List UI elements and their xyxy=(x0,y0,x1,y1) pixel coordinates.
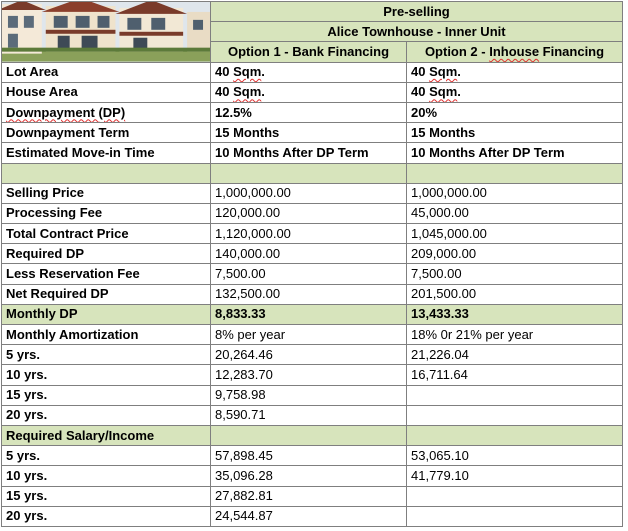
row-label: Estimated Move-in Time xyxy=(2,143,211,163)
option1-value: 35,096.28 xyxy=(211,466,407,486)
table-row xyxy=(2,325,623,345)
option2-value xyxy=(407,163,623,183)
sqm-text: Sqm xyxy=(429,84,458,100)
option2-value: 18% 0r 21% per year xyxy=(407,325,623,345)
table-row xyxy=(2,486,623,506)
option1-value: 12,283.70 xyxy=(211,365,407,385)
table-row xyxy=(2,425,623,445)
option2-value: 13,433.33 xyxy=(407,304,623,324)
option2-value: 7,500.00 xyxy=(407,264,623,284)
option1-value: 8,590.71 xyxy=(211,405,407,425)
option1-value: 8,833.33 xyxy=(211,304,407,324)
row-label: 5 yrs. xyxy=(2,345,211,365)
table-row xyxy=(2,62,623,82)
option2-value xyxy=(407,506,623,526)
option1-value: 57,898.45 xyxy=(211,446,407,466)
option2-value xyxy=(407,405,623,425)
table-row xyxy=(2,123,623,143)
option1-value: 15 Months xyxy=(211,123,407,143)
option1-value: 12.5% xyxy=(211,102,407,122)
option1-value: 140,000.00 xyxy=(211,244,407,264)
table-row xyxy=(2,405,623,425)
table-row xyxy=(2,143,623,163)
option2-value: 209,000.00 xyxy=(407,244,623,264)
townhouse-photo-icon xyxy=(2,2,210,62)
table-row xyxy=(2,203,623,223)
row-label: Less Reservation Fee xyxy=(2,264,211,284)
subtitle-cell: Alice Townhouse - Inner Unit xyxy=(211,22,623,42)
table-row xyxy=(2,446,623,466)
option1-value: 10 Months After DP Term xyxy=(211,143,407,163)
row-label: House Area xyxy=(2,82,211,102)
row-label: Selling Price xyxy=(2,183,211,203)
row-label: 20 yrs. xyxy=(2,405,211,425)
option2-value: 16,711.64 xyxy=(407,365,623,385)
option2-header xyxy=(407,42,623,62)
row-label xyxy=(2,163,211,183)
row-label: Lot Area xyxy=(2,62,211,82)
option2-value: 40 Sqm. xyxy=(407,82,623,102)
pricing-sheet xyxy=(1,1,622,530)
option1-value: 132,500.00 xyxy=(211,284,407,304)
table-row xyxy=(2,466,623,486)
sqm-text: Sqm xyxy=(233,84,262,100)
table-row xyxy=(2,183,623,203)
title-cell: Pre-selling xyxy=(211,2,623,22)
row-label: 15 yrs. xyxy=(2,486,211,506)
row-label: Monthly Amortization xyxy=(2,325,211,345)
row-label: Required Salary/Income xyxy=(2,425,211,445)
row-label: Net Required DP xyxy=(2,284,211,304)
option1-value: 20,264.46 xyxy=(211,345,407,365)
option2-value: 1,045,000.00 xyxy=(407,224,623,244)
table-row xyxy=(2,82,623,102)
option1-value: 120,000.00 xyxy=(211,203,407,223)
option2-value xyxy=(407,425,623,445)
row-label: Downpayment Term xyxy=(2,123,211,143)
table-row xyxy=(2,506,623,526)
option1-value: 1,000,000.00 xyxy=(211,183,407,203)
table-row xyxy=(2,102,623,122)
table-body xyxy=(2,62,623,526)
row-label: 15 yrs. xyxy=(2,385,211,405)
option1-value xyxy=(211,163,407,183)
option2-value: 21,226.04 xyxy=(407,345,623,365)
option2-value xyxy=(407,486,623,506)
option2-value: 45,000.00 xyxy=(407,203,623,223)
option1-value xyxy=(211,425,407,445)
row-label: Required DP xyxy=(2,244,211,264)
row-label: Downpayment (DP) xyxy=(2,102,211,122)
townhouse-photo xyxy=(2,2,211,63)
option2-value: 10 Months After DP Term xyxy=(407,143,623,163)
sqm-text: Sqm xyxy=(429,64,458,80)
row-label: 10 yrs. xyxy=(2,365,211,385)
table-row xyxy=(2,244,623,264)
table-row xyxy=(2,304,623,324)
option2-value: 1,000,000.00 xyxy=(407,183,623,203)
option1-value: 40 Sqm. xyxy=(211,82,407,102)
option2-value: 20% xyxy=(407,102,623,122)
pricing-table xyxy=(1,1,623,527)
table-row xyxy=(2,264,623,284)
option1-header: Option 1 - Bank Financing xyxy=(211,42,407,62)
table-row xyxy=(2,345,623,365)
table-row xyxy=(2,284,623,304)
option2-header-text: Option 2 - Inhouse Financing xyxy=(424,43,605,59)
sqm-text: Sqm xyxy=(233,64,262,80)
row-label: Total Contract Price xyxy=(2,224,211,244)
option2-value: 201,500.00 xyxy=(407,284,623,304)
row-label: 5 yrs. xyxy=(2,446,211,466)
option2-value xyxy=(407,385,623,405)
row-label: 10 yrs. xyxy=(2,466,211,486)
option2-value: 53,065.10 xyxy=(407,446,623,466)
option1-value: 24,544.87 xyxy=(211,506,407,526)
table-row xyxy=(2,163,623,183)
option1-value: 1,120,000.00 xyxy=(211,224,407,244)
option1-value: 8% per year xyxy=(211,325,407,345)
row-label: Monthly DP xyxy=(2,304,211,324)
option2-value: 40 Sqm. xyxy=(407,62,623,82)
option2-value: 41,779.10 xyxy=(407,466,623,486)
option1-value: 7,500.00 xyxy=(211,264,407,284)
option1-value: 9,758.98 xyxy=(211,385,407,405)
table-row xyxy=(2,385,623,405)
option2-value: 15 Months xyxy=(407,123,623,143)
table-row xyxy=(2,365,623,385)
table-row xyxy=(2,224,623,244)
row-label: 20 yrs. xyxy=(2,506,211,526)
row-label: Processing Fee xyxy=(2,203,211,223)
option1-value: 40 Sqm. xyxy=(211,62,407,82)
option1-value: 27,882.81 xyxy=(211,486,407,506)
